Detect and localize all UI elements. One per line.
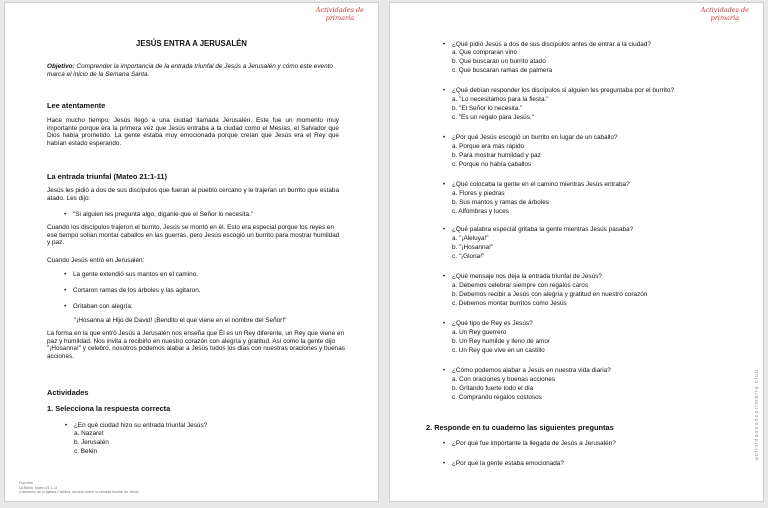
brand-logo — [316, 6, 364, 22]
question: • ¿Qué mensaje nos deja la entrada triunfal de Jesús? — [452, 273, 602, 281]
entry-heading: La entrada triunfal (Mateo 21:1-11) — [47, 172, 167, 181]
footer-label: Fuentes — [19, 481, 33, 485]
question: • ¿Qué tipo de Rey es Jesús? — [452, 320, 533, 328]
answer-option: b. "El Señor lo necesita." — [452, 105, 523, 112]
answer-option: c. Que buscaran ramas de palmera — [452, 67, 553, 74]
entry-paragraph-1: Jesús les pidió a dos de sus discípulos que fueran al pueblo cercano y le trajeran un burrito que estaba atado. Les dijo: — [47, 187, 340, 202]
question: • ¿Qué debían responder los discípulos si alguien les preguntaba por el burrito? — [452, 87, 674, 95]
answer-option: c. "¡Gloria!" — [452, 253, 485, 260]
answer-option: b. Debemos recibir a Jesús con alegría y gratitud en nuestro corazón — [452, 291, 648, 298]
answer-option: c. Alfombras y luces — [452, 208, 509, 215]
section-1-heading: 1. Selecciona la respuesta correcta — [47, 404, 171, 413]
brand-line-1: Actividades de — [315, 6, 364, 14]
answer-option: a. Que compraran vino — [452, 49, 518, 56]
answer-option: b. Jerusalén — [74, 439, 109, 446]
footer-source: Catecismo de la Iglesia Católica, sección sobre la entrada triunfal de Jesús — [19, 490, 139, 495]
entry-paragraph-2: Cuando los discípulos trajeron el burrito, Jesús se montó en él. Esto era especial porque los reyes en ese tiempo solían montar caballos en las guerras, pero Jesús escogió un burrito para mostrar humildad y paz. — [47, 224, 340, 247]
question-1: • ¿En qué ciudad hizo su entrada triunfal Jesús? — [74, 422, 207, 430]
site-watermark: actividadesdeprimaria.club — [754, 369, 760, 461]
question: • ¿Cómo podemos alabar a Jesús en nuestra vida diaria? — [452, 367, 611, 375]
quote-bullet: • "Si alguien les pregunta algo, díganle que el Señor lo necesita." — [73, 211, 253, 219]
entry-paragraph-3: Cuando Jesús entró en Jerusalén: — [47, 257, 145, 264]
read-heading: Lee atentamente — [47, 101, 106, 110]
question: • ¿Qué colocaba la gente en el camino mientras Jesús entraba? — [452, 181, 630, 189]
objective — [47, 63, 347, 78]
footer-sources — [19, 486, 138, 495]
answer-option: a. Nazaret — [74, 430, 104, 437]
footer-source: La Biblia: Mateo 21:1-11 — [19, 485, 58, 490]
page-title: JESÚS ENTRA A JERUSALÉN — [136, 39, 247, 48]
objective-label: Objetivo: — [47, 63, 75, 70]
answer-option: c. Comprando regalos costosos — [452, 394, 542, 401]
answer-option: a. Un Rey guerrero — [452, 329, 507, 336]
answer-option: a. "¡Aleluya!" — [452, 235, 489, 242]
question: • ¿Por qué Jesús escogió un burrito en lugar de un caballo? — [452, 134, 618, 142]
answer-option: b. Un Rey humilde y lleno de amor — [452, 338, 551, 345]
section-2-heading: 2. Responde en tu cuaderno las siguientes preguntas — [426, 423, 614, 432]
brand-line-2: primaria — [325, 14, 355, 22]
answer-option: a. "Lo necesitamos para la fiesta." — [452, 96, 549, 103]
list-item: • Cortaron ramas de los árboles y las agitaron. — [73, 287, 201, 295]
answer-option: a. Flores y piedras — [452, 190, 505, 197]
closing-paragraph: La forma en la que entró Jesús a Jerusalén nos enseña que Él es un Rey diferente, un Rey que viene en paz y humildad. Nos invita a recibirlo en nuestro corazón con alegría y gratitud. Así como la gente dijo "¡Hosanna!" y celebró, nosotros podemos alabar a Jesús todos los días con nuestras oraciones y buenas acciones. — [47, 330, 345, 360]
brand-line-1: Actividades de — [700, 6, 749, 14]
answer-option: b. Que buscaran un burrito atado — [452, 58, 546, 65]
brand-line-2: primaria — [710, 14, 740, 22]
answer-option: c. Belén — [74, 448, 98, 455]
brand-logo — [701, 6, 749, 22]
answer-option: c. "Es un regalo para Jesús." — [452, 114, 534, 121]
answer-option: b. Sus mantos y ramas de árboles — [452, 199, 549, 206]
answer-option: a. Con oraciones y buenas acciones — [452, 376, 556, 383]
answer-option: c. Un Rey que vive en un castillo — [452, 347, 545, 354]
activities-heading: Actividades — [47, 388, 89, 397]
objective-text: Comprender la importancia de la entrada triunfal de Jesús a Jerusalén y cómo este evento marca el inicio de la Semana Santa. — [47, 63, 333, 78]
worksheet-page-2 — [389, 2, 764, 502]
question: • ¿Qué pidió Jesús a dos de sus discípulos antes de entrar a la ciudad? — [452, 41, 651, 49]
read-paragraph: Hace mucho tiempo, Jesús llegó a una ciudad llamada Jerusalén. Este fue un momento muy importante porque era la primera vez que Jesús entraba a la ciudad como el Mesías, el Salvador que Dios había prometido. La gente estaba muy emocionada porque creían que Jesús era el Rey que habían estado esperando. — [47, 117, 339, 147]
answer-option: c. Debemos montar burritos como Jesús — [452, 300, 567, 307]
list-item: • La gente extendió sus mantos en el camino. — [73, 271, 198, 279]
answer-option: b. Gritando fuerte todo el día — [452, 385, 534, 392]
list-item: • Gritaban con alegría: — [73, 303, 133, 311]
hosanna-quote: "¡Hosanna al Hijo de David! ¡Bendito el que viene en el nombre del Señor!" — [74, 317, 287, 324]
open-question: • ¿Por qué fue importante la llegada de Jesús a Jerusalén? — [452, 440, 616, 448]
answer-option: a. Porque era más rápido — [452, 143, 525, 150]
worksheet-page-1 — [4, 2, 379, 502]
answer-option: a. Debemos celebrar siempre con regalos caros — [452, 282, 589, 289]
answer-option: c. Porque no había caballos — [452, 161, 532, 168]
answer-option: b. Para mostrar humildad y paz — [452, 152, 541, 159]
open-question: • ¿Por qué la gente estaba emocionada? — [452, 460, 564, 468]
question: • ¿Qué palabra especial gritaba la gente mientras Jesús pasaba? — [452, 226, 633, 234]
answer-option: b. "¡Hosanna!" — [452, 244, 494, 251]
